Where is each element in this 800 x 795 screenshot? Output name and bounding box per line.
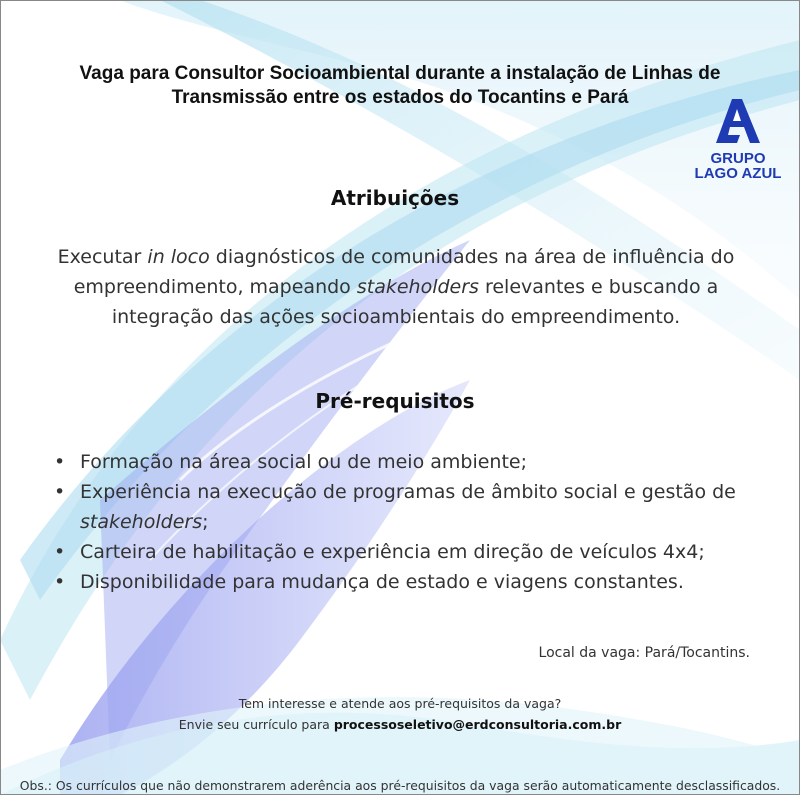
list-item: • Formação na área social ou de meio ambiente; — [52, 447, 782, 477]
job-location: Local da vaga: Pará/Tocantins. — [538, 645, 750, 661]
section-heading-prerequisitos: Pré-requisitos — [315, 389, 475, 413]
cta-send: Envie seu currículo para processoseletivo@erdconsultoria.com.br — [178, 717, 622, 732]
page-title — [0, 62, 800, 110]
section-heading-atribuicoes: Atribuições — [330, 186, 460, 210]
company-logo — [686, 95, 790, 181]
logo-line-1: GRUPO — [710, 150, 766, 167]
prerequisitos-list — [52, 447, 782, 597]
title-line-1: Vaga para Consultor Socioambiental durante a instalação de Linhas de — [79, 63, 721, 84]
list-item: • Disponibilidade para mudança de estado e viagens constantes. — [52, 567, 782, 597]
cta-question: Tem interesse e atende aos pré-requisitos da vaga? — [238, 696, 562, 711]
observation-note: Obs.: Os currículos que não demonstrarem aderência aos pré-requisitos da vaga serão automaticamente desclassificados. — [19, 778, 781, 793]
atribuicoes-paragraph: Executar in loco diagnósticos de comunidades na área de influência do empreendimento, mapeando stakeholders relevantes e buscando a integração das ações socioambientais do empreendimento. — [57, 246, 735, 328]
call-to-action — [0, 693, 800, 735]
email-link[interactable]: processoseletivo@erdconsultoria.com.br — [333, 717, 622, 732]
list-item: • Experiência na execução de programas de âmbito social e gestão de stakeholders; — [52, 477, 782, 537]
list-item: • Carteira de habilitação e experiência em direção de veículos 4x4; — [52, 537, 782, 567]
logo-line-2: LAGO AZUL — [694, 165, 782, 182]
logo-mark-icon — [710, 95, 766, 147]
title-line-2: Transmissão entre os estados do Tocantins e Pará — [171, 87, 629, 108]
